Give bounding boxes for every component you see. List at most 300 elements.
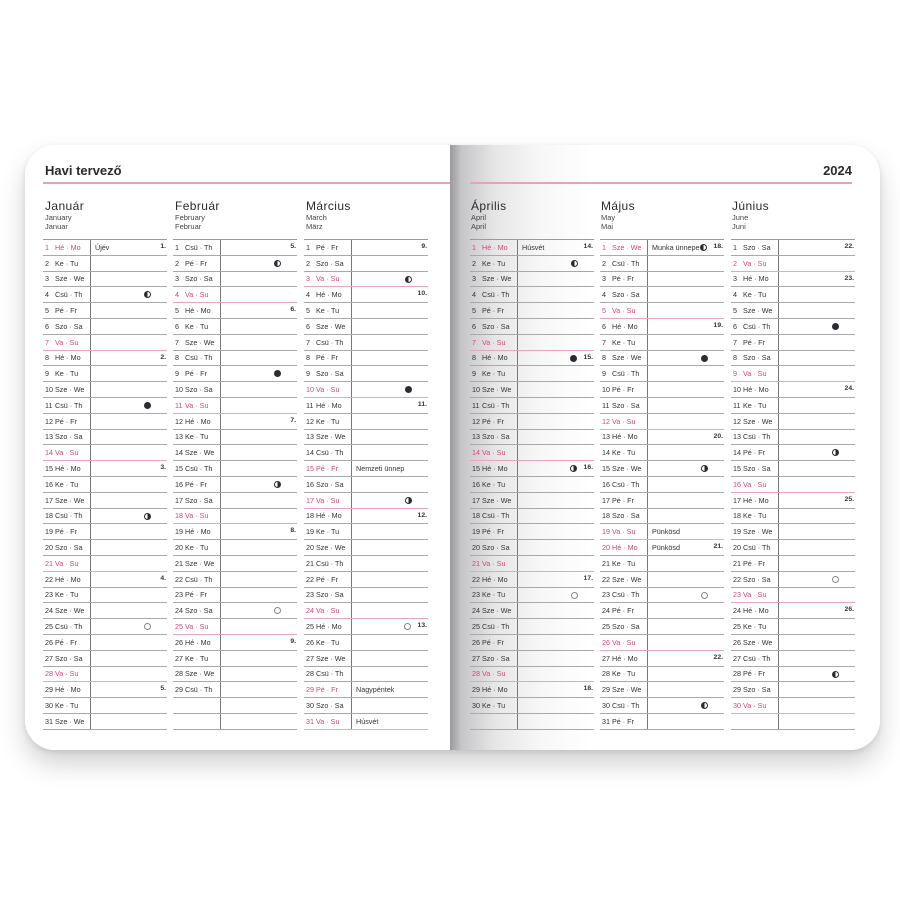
day-row[interactable] (731, 524, 855, 540)
day-row[interactable] (470, 366, 594, 382)
note-cell[interactable] (778, 335, 855, 350)
day-row[interactable] (600, 303, 724, 319)
day-row[interactable] (600, 256, 724, 272)
day-row[interactable] (304, 509, 428, 525)
note-cell[interactable] (517, 493, 594, 508)
day-row[interactable] (731, 335, 855, 351)
day-row[interactable] (43, 509, 167, 525)
day-row[interactable] (731, 240, 855, 256)
note-cell[interactable] (90, 272, 167, 287)
note-cell[interactable] (220, 524, 297, 539)
note-cell[interactable] (90, 398, 167, 413)
note-cell[interactable] (351, 651, 428, 666)
day-row[interactable] (304, 303, 428, 319)
empty-row[interactable] (731, 714, 855, 730)
day-row[interactable] (731, 635, 855, 651)
note-cell[interactable] (647, 272, 724, 287)
note-cell[interactable] (351, 540, 428, 555)
day-row[interactable] (470, 493, 594, 509)
note-cell[interactable] (517, 667, 594, 682)
note-cell[interactable] (351, 493, 428, 508)
note-cell[interactable] (220, 382, 297, 397)
note-cell[interactable] (778, 667, 855, 682)
day-row[interactable] (600, 272, 724, 288)
empty-row[interactable] (470, 714, 594, 730)
note-cell[interactable] (220, 445, 297, 460)
day-row[interactable] (470, 272, 594, 288)
note-cell[interactable] (517, 272, 594, 287)
note-cell[interactable] (220, 682, 297, 697)
note-cell[interactable] (517, 461, 594, 476)
day-row[interactable] (173, 635, 297, 651)
note-cell[interactable] (351, 366, 428, 381)
note-cell[interactable] (220, 603, 297, 618)
day-row[interactable] (304, 335, 428, 351)
day-row[interactable] (43, 414, 167, 430)
note-cell[interactable] (90, 351, 167, 366)
day-row[interactable] (173, 572, 297, 588)
note-cell[interactable] (351, 287, 428, 302)
note-cell[interactable] (647, 588, 724, 603)
day-row[interactable] (731, 461, 855, 477)
note-cell[interactable] (517, 524, 594, 539)
note-cell[interactable] (647, 287, 724, 302)
day-row[interactable] (470, 509, 594, 525)
note-cell[interactable] (647, 714, 724, 729)
day-row[interactable] (173, 366, 297, 382)
note-cell[interactable] (517, 430, 594, 445)
note-cell[interactable] (220, 414, 297, 429)
note-cell[interactable] (220, 351, 297, 366)
note-cell[interactable] (647, 366, 724, 381)
note-cell[interactable] (90, 509, 167, 524)
day-row[interactable] (304, 635, 428, 651)
day-row[interactable] (304, 287, 428, 303)
note-cell[interactable] (778, 303, 855, 318)
note-cell[interactable] (220, 572, 297, 587)
day-row[interactable] (600, 414, 724, 430)
note-cell[interactable] (517, 335, 594, 350)
day-row[interactable] (304, 477, 428, 493)
note-cell[interactable] (90, 430, 167, 445)
note-cell[interactable] (647, 414, 724, 429)
day-row[interactable] (173, 619, 297, 635)
note-cell[interactable] (351, 698, 428, 713)
note-cell[interactable] (647, 240, 724, 255)
day-row[interactable] (43, 635, 167, 651)
day-row[interactable] (600, 603, 724, 619)
note-cell[interactable] (90, 335, 167, 350)
note-cell[interactable] (351, 414, 428, 429)
note-cell[interactable] (220, 635, 297, 650)
note-cell[interactable] (90, 619, 167, 634)
note-cell[interactable] (778, 714, 855, 729)
note-cell[interactable] (351, 303, 428, 318)
note-cell[interactable] (517, 682, 594, 697)
note-cell[interactable] (778, 682, 855, 697)
day-row[interactable] (304, 256, 428, 272)
note-cell[interactable] (90, 256, 167, 271)
note-cell[interactable] (351, 635, 428, 650)
note-cell[interactable] (351, 256, 428, 271)
day-row[interactable] (600, 382, 724, 398)
day-row[interactable] (470, 319, 594, 335)
note-cell[interactable] (778, 651, 855, 666)
day-row[interactable] (470, 698, 594, 714)
day-row[interactable] (600, 698, 724, 714)
day-row[interactable] (731, 572, 855, 588)
day-row[interactable] (304, 366, 428, 382)
day-row[interactable] (43, 493, 167, 509)
day-row[interactable] (304, 588, 428, 604)
day-row[interactable] (43, 430, 167, 446)
note-cell[interactable] (517, 603, 594, 618)
day-row[interactable] (600, 398, 724, 414)
note-cell[interactable] (517, 509, 594, 524)
day-row[interactable] (304, 556, 428, 572)
note-cell[interactable] (220, 398, 297, 413)
note-cell[interactable] (90, 540, 167, 555)
day-row[interactable] (600, 351, 724, 367)
note-cell[interactable] (351, 509, 428, 524)
note-cell[interactable] (220, 619, 297, 634)
day-row[interactable] (731, 319, 855, 335)
day-row[interactable] (304, 430, 428, 446)
note-cell[interactable] (647, 256, 724, 271)
note-cell[interactable] (647, 398, 724, 413)
note-cell[interactable] (517, 366, 594, 381)
note-cell[interactable] (351, 619, 428, 634)
note-cell[interactable] (517, 556, 594, 571)
day-row[interactable] (173, 382, 297, 398)
day-row[interactable] (173, 509, 297, 525)
day-row[interactable] (600, 477, 724, 493)
note-cell[interactable] (647, 619, 724, 634)
note-cell[interactable] (647, 556, 724, 571)
day-row[interactable] (731, 366, 855, 382)
note-cell[interactable] (220, 366, 297, 381)
note-cell[interactable] (647, 430, 724, 445)
day-row[interactable] (470, 477, 594, 493)
note-cell[interactable] (517, 319, 594, 334)
day-row[interactable] (304, 272, 428, 288)
note-cell[interactable] (90, 414, 167, 429)
note-cell[interactable] (778, 556, 855, 571)
day-row[interactable] (600, 588, 724, 604)
note-cell[interactable] (647, 572, 724, 587)
day-row[interactable] (731, 698, 855, 714)
day-row[interactable] (600, 619, 724, 635)
note-cell[interactable] (351, 445, 428, 460)
note-cell[interactable] (778, 382, 855, 397)
note-cell[interactable] (90, 445, 167, 460)
note-cell[interactable] (220, 240, 297, 255)
day-row[interactable] (43, 572, 167, 588)
note-cell[interactable] (90, 287, 167, 302)
day-row[interactable] (304, 398, 428, 414)
note-cell[interactable] (220, 319, 297, 334)
day-row[interactable] (470, 256, 594, 272)
day-row[interactable] (304, 698, 428, 714)
day-row[interactable] (600, 366, 724, 382)
day-row[interactable] (600, 493, 724, 509)
note-cell[interactable] (90, 461, 167, 476)
day-row[interactable] (470, 240, 594, 256)
day-row[interactable] (731, 303, 855, 319)
day-row[interactable] (731, 509, 855, 525)
day-row[interactable] (173, 651, 297, 667)
note-cell[interactable] (90, 635, 167, 650)
note-cell[interactable] (351, 603, 428, 618)
note-cell[interactable] (647, 682, 724, 697)
day-row[interactable] (600, 319, 724, 335)
day-row[interactable] (600, 714, 724, 730)
note-cell[interactable] (778, 366, 855, 381)
note-cell[interactable] (778, 619, 855, 634)
note-cell[interactable] (647, 335, 724, 350)
note-cell[interactable] (778, 603, 855, 618)
day-row[interactable] (731, 398, 855, 414)
day-row[interactable] (600, 651, 724, 667)
note-cell[interactable] (90, 667, 167, 682)
note-cell[interactable] (90, 698, 167, 713)
note-cell[interactable] (778, 414, 855, 429)
day-row[interactable] (173, 240, 297, 256)
day-row[interactable] (600, 635, 724, 651)
day-row[interactable] (600, 667, 724, 683)
day-row[interactable] (600, 556, 724, 572)
day-row[interactable] (43, 540, 167, 556)
note-cell[interactable] (517, 240, 594, 255)
note-cell[interactable] (778, 493, 855, 508)
day-row[interactable] (43, 256, 167, 272)
note-cell[interactable] (647, 603, 724, 618)
note-cell[interactable] (220, 651, 297, 666)
day-row[interactable] (731, 619, 855, 635)
note-cell[interactable] (90, 588, 167, 603)
day-row[interactable] (470, 667, 594, 683)
note-cell[interactable] (517, 445, 594, 460)
note-cell[interactable] (778, 287, 855, 302)
note-cell[interactable] (517, 256, 594, 271)
note-cell[interactable] (220, 477, 297, 492)
day-row[interactable] (43, 303, 167, 319)
day-row[interactable] (43, 682, 167, 698)
note-cell[interactable] (778, 461, 855, 476)
day-row[interactable] (173, 524, 297, 540)
day-row[interactable] (304, 682, 428, 698)
day-row[interactable] (731, 651, 855, 667)
day-row[interactable] (470, 335, 594, 351)
day-row[interactable] (304, 319, 428, 335)
day-row[interactable] (731, 351, 855, 367)
note-cell[interactable] (778, 319, 855, 334)
note-cell[interactable] (351, 240, 428, 255)
note-cell[interactable] (517, 303, 594, 318)
day-row[interactable] (304, 445, 428, 461)
day-row[interactable] (43, 651, 167, 667)
note-cell[interactable] (778, 351, 855, 366)
note-cell[interactable] (778, 430, 855, 445)
day-row[interactable] (470, 619, 594, 635)
day-row[interactable] (304, 493, 428, 509)
day-row[interactable] (173, 477, 297, 493)
day-row[interactable] (304, 572, 428, 588)
day-row[interactable] (173, 588, 297, 604)
day-row[interactable] (43, 603, 167, 619)
note-cell[interactable] (778, 588, 855, 603)
day-row[interactable] (470, 351, 594, 367)
note-cell[interactable] (90, 477, 167, 492)
note-cell[interactable] (778, 272, 855, 287)
note-cell[interactable] (220, 588, 297, 603)
day-row[interactable] (470, 540, 594, 556)
day-row[interactable] (470, 603, 594, 619)
note-cell[interactable] (220, 256, 297, 271)
day-row[interactable] (43, 351, 167, 367)
note-cell[interactable] (647, 382, 724, 397)
note-cell[interactable] (220, 714, 297, 729)
day-row[interactable] (600, 461, 724, 477)
day-row[interactable] (43, 445, 167, 461)
day-row[interactable] (43, 461, 167, 477)
note-cell[interactable] (517, 619, 594, 634)
day-row[interactable] (470, 524, 594, 540)
day-row[interactable] (173, 256, 297, 272)
day-row[interactable] (470, 682, 594, 698)
note-cell[interactable] (517, 572, 594, 587)
note-cell[interactable] (647, 698, 724, 713)
note-cell[interactable] (351, 461, 428, 476)
day-row[interactable] (173, 461, 297, 477)
note-cell[interactable] (778, 572, 855, 587)
day-row[interactable] (173, 445, 297, 461)
day-row[interactable] (43, 619, 167, 635)
day-row[interactable] (304, 714, 428, 730)
note-cell[interactable] (351, 398, 428, 413)
day-row[interactable] (43, 556, 167, 572)
note-cell[interactable] (351, 477, 428, 492)
day-row[interactable] (470, 303, 594, 319)
day-row[interactable] (470, 382, 594, 398)
note-cell[interactable] (517, 588, 594, 603)
day-row[interactable] (173, 556, 297, 572)
note-cell[interactable] (90, 556, 167, 571)
note-cell[interactable] (517, 540, 594, 555)
day-row[interactable] (304, 667, 428, 683)
day-row[interactable] (470, 430, 594, 446)
day-row[interactable] (731, 430, 855, 446)
day-row[interactable] (600, 430, 724, 446)
day-row[interactable] (304, 240, 428, 256)
day-row[interactable] (731, 445, 855, 461)
note-cell[interactable] (90, 240, 167, 255)
day-row[interactable] (43, 398, 167, 414)
note-cell[interactable] (647, 509, 724, 524)
note-cell[interactable] (778, 240, 855, 255)
day-row[interactable] (43, 319, 167, 335)
note-cell[interactable] (351, 524, 428, 539)
note-cell[interactable] (517, 477, 594, 492)
day-row[interactable] (600, 335, 724, 351)
note-cell[interactable] (351, 572, 428, 587)
note-cell[interactable] (351, 335, 428, 350)
day-row[interactable] (470, 445, 594, 461)
day-row[interactable] (470, 461, 594, 477)
note-cell[interactable] (647, 445, 724, 460)
day-row[interactable] (173, 603, 297, 619)
day-row[interactable] (43, 667, 167, 683)
day-row[interactable] (173, 493, 297, 509)
note-cell[interactable] (90, 682, 167, 697)
day-row[interactable] (43, 382, 167, 398)
note-cell[interactable] (90, 303, 167, 318)
day-row[interactable] (470, 651, 594, 667)
note-cell[interactable] (517, 287, 594, 302)
day-row[interactable] (173, 540, 297, 556)
note-cell[interactable] (90, 366, 167, 381)
empty-row[interactable] (173, 714, 297, 730)
note-cell[interactable] (220, 272, 297, 287)
note-cell[interactable] (90, 714, 167, 729)
note-cell[interactable] (517, 351, 594, 366)
note-cell[interactable] (517, 414, 594, 429)
note-cell[interactable] (647, 477, 724, 492)
day-row[interactable] (304, 619, 428, 635)
note-cell[interactable] (778, 398, 855, 413)
day-row[interactable] (304, 540, 428, 556)
day-row[interactable] (304, 461, 428, 477)
note-cell[interactable] (220, 461, 297, 476)
day-row[interactable] (304, 382, 428, 398)
day-row[interactable] (600, 445, 724, 461)
day-row[interactable] (173, 287, 297, 303)
note-cell[interactable] (647, 351, 724, 366)
day-row[interactable] (470, 635, 594, 651)
day-row[interactable] (470, 572, 594, 588)
day-row[interactable] (470, 588, 594, 604)
day-row[interactable] (731, 556, 855, 572)
day-row[interactable] (43, 240, 167, 256)
day-row[interactable] (731, 382, 855, 398)
day-row[interactable] (43, 714, 167, 730)
note-cell[interactable] (351, 682, 428, 697)
note-cell[interactable] (778, 635, 855, 650)
day-row[interactable] (731, 603, 855, 619)
note-cell[interactable] (778, 524, 855, 539)
day-row[interactable] (43, 588, 167, 604)
day-row[interactable] (173, 303, 297, 319)
note-cell[interactable] (517, 398, 594, 413)
day-row[interactable] (173, 430, 297, 446)
day-row[interactable] (43, 287, 167, 303)
day-row[interactable] (43, 698, 167, 714)
note-cell[interactable] (220, 698, 297, 713)
note-cell[interactable] (647, 635, 724, 650)
note-cell[interactable] (351, 319, 428, 334)
note-cell[interactable] (220, 667, 297, 682)
day-row[interactable] (470, 556, 594, 572)
day-row[interactable] (600, 524, 724, 540)
note-cell[interactable] (647, 667, 724, 682)
note-cell[interactable] (778, 477, 855, 492)
note-cell[interactable] (220, 509, 297, 524)
note-cell[interactable] (647, 524, 724, 539)
day-row[interactable] (173, 667, 297, 683)
note-cell[interactable] (647, 651, 724, 666)
note-cell[interactable] (90, 572, 167, 587)
note-cell[interactable] (647, 540, 724, 555)
